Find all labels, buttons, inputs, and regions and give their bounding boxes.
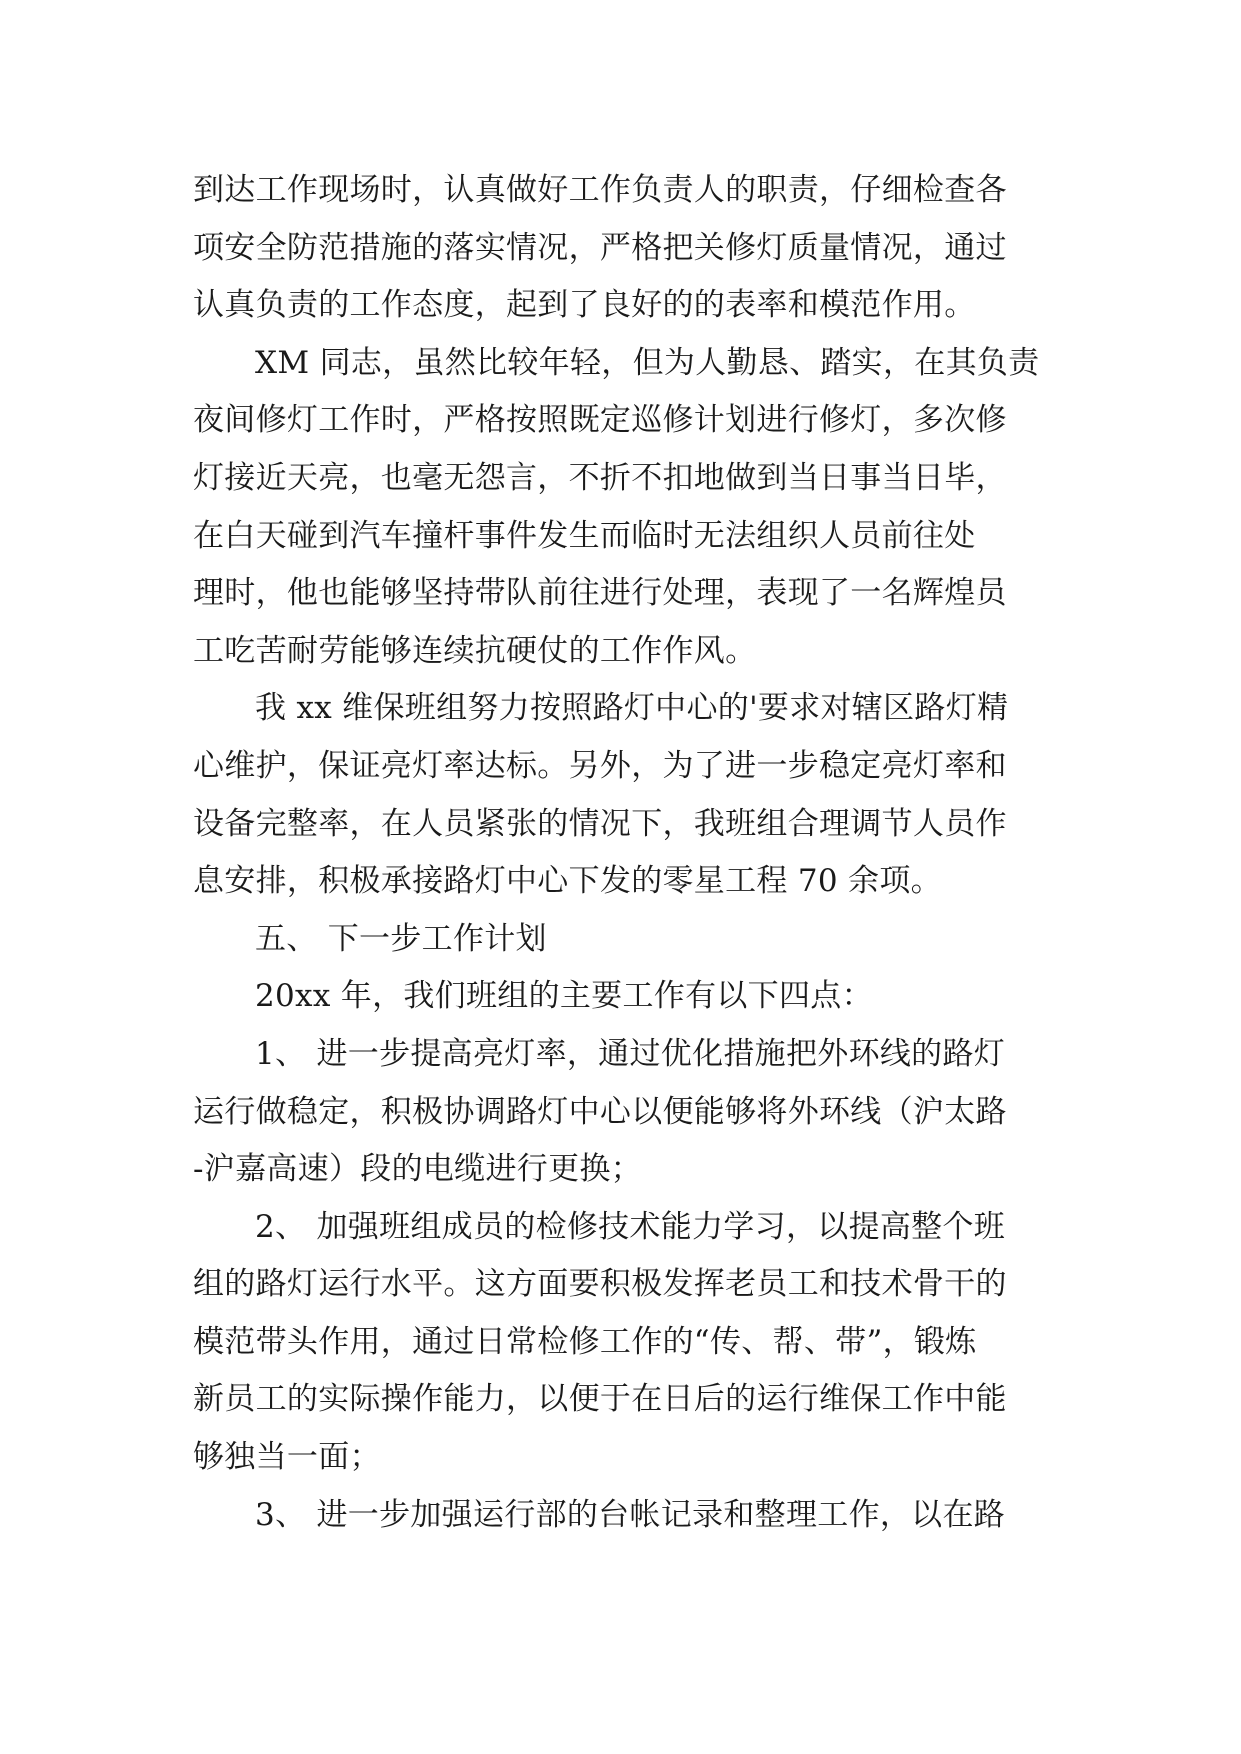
- body-line-5: 夜间修灯工作时，严格按照既定巡修计划进行修灯，多次修: [193, 402, 1007, 439]
- body-line-2: 项安全防范措施的落实情况，严格把关修灯质量情况，通过: [193, 229, 1007, 266]
- body-line-10: 我 xx 维保班组努力按照路灯中心的'要求对辖区路灯精: [255, 690, 1009, 727]
- body-line-18: -沪嘉高速）段的电缆进行更换；: [193, 1151, 642, 1188]
- body-line-12: 设备完整率，在人员紧张的情况下，我班组合理调节人员作: [193, 805, 1007, 842]
- body-line-13: 息安排，积极承接路灯中心下发的零星工程 70 余项。: [193, 863, 942, 900]
- body-line-11: 心维护，保证亮灯率达标。另外，为了进一步稳定亮灯率和: [193, 747, 1007, 784]
- list-item-1: 1、 进一步提高亮灯率，通过优化措施把外环线的路灯: [255, 1035, 1006, 1072]
- body-line-8: 理时，他也能够坚持带队前往进行处理，表现了一名辉煌员: [193, 575, 1007, 612]
- body-line-23: 够独当一面；: [193, 1439, 381, 1476]
- body-line-9: 工吃苦耐劳能够连续抗硬仗的工作作风。: [193, 632, 757, 669]
- list-item-2: 2、 加强班组成员的检修技术能力学习，以提高整个班: [255, 1208, 1006, 1245]
- body-line-22: 新员工的实际操作能力，以便于在日后的运行维保工作中能: [193, 1381, 1007, 1418]
- body-line-20: 组的路灯运行水平。这方面要积极发挥老员工和技术骨干的: [193, 1266, 1007, 1303]
- body-line-17: 运行做稳定，积极协调路灯中心以便能够将外环线（沪太路: [193, 1093, 1007, 1130]
- section-heading: 五、 下一步工作计划: [255, 920, 547, 957]
- body-line-6: 灯接近天亮，也毫无怨言，不折不扣地做到当日事当日毕，: [193, 459, 1007, 496]
- body-line-1: 到达工作现场时，认真做好工作负责人的职责，仔细检查各: [193, 172, 1007, 208]
- body-line-15: 20xx 年，我们班组的主要工作有以下四点：: [255, 978, 873, 1015]
- list-item-3: 3、 进一步加强运行部的台帐记录和整理工作，以在路: [255, 1496, 1006, 1533]
- body-line-4: XM 同志，虽然比较年轻，但为人勤恳、踏实，在其负责: [255, 344, 1040, 381]
- body-line-3: 认真负责的工作态度，起到了良好的的表率和模范作用。: [193, 287, 976, 324]
- body-line-21: 模范带头作用，通过日常检修工作的“传、帮、带”，锻炼: [193, 1323, 977, 1360]
- body-line-7: 在白天碰到汽车撞杆事件发生而临时无法组织人员前往处: [193, 517, 976, 554]
- document-body: [193, 162, 1063, 1544]
